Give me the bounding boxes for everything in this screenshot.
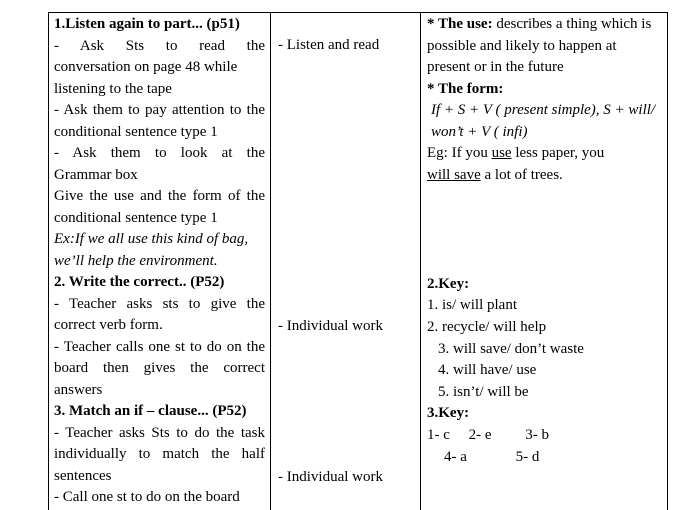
section-3-instruction-2: - Call one st to do on the board xyxy=(54,489,240,505)
example-end: a lot of trees. xyxy=(480,166,563,183)
use-label: * The use: xyxy=(427,16,493,32)
section-1-grammar-box: Grammar box xyxy=(54,166,138,183)
section-1-attention: - Ask them to pay attention to the conditional sentence type 1 xyxy=(54,102,265,140)
section-2-instruction-2: - Teacher calls one st to do on the board then gives the correct answers xyxy=(54,338,265,398)
table-left-border xyxy=(48,13,49,510)
section-2-instruction-1: - Teacher asks sts to give the correct verb form. xyxy=(54,295,265,333)
key-2-item: 3. will save/ don’t waste xyxy=(438,341,584,357)
column-divider-2 xyxy=(420,13,421,510)
section-2-title: 2. Write the correct.. (P52) xyxy=(54,274,225,290)
key-3-row-1: 1- c 2- e 3- b xyxy=(427,427,550,443)
example-line-1 xyxy=(427,143,663,165)
student-activity-individual-2: - Individual work xyxy=(278,469,383,485)
section-1-title: 1.Listen again to part... (p51) xyxy=(54,16,240,32)
table-top-border xyxy=(48,12,668,13)
form-text: If + S + V ( present simple), S + will/ won’t + V ( infi) xyxy=(431,102,656,140)
use-paragraph xyxy=(427,14,663,79)
key-2-item: 4. will have/ use xyxy=(438,362,537,378)
content-column xyxy=(427,14,663,186)
table-right-border xyxy=(667,13,668,510)
section-1-example: Ex:If we all use this kind of bag, we’ll help the environment. xyxy=(54,231,249,269)
section-1-give-use-form: Give the use and the form of the conditional sentence type 1 xyxy=(54,188,265,226)
example-line-2 xyxy=(427,165,663,187)
section-1-look-line: - Ask them to look at the xyxy=(54,145,265,161)
example-prefix: Eg: If you xyxy=(427,145,492,161)
section-3-title: 3. Match an if – clause... (P52) xyxy=(54,403,247,419)
key-2-item: 5. isn’t/ will be xyxy=(438,384,529,400)
section-3-instruction-1: - Teacher asks Sts to do the task individually to match the half sentences xyxy=(54,424,265,484)
example-middle: less paper, you xyxy=(511,145,605,161)
key-2-title: 2.Key: xyxy=(427,276,470,292)
student-activity-listen: - Listen and read xyxy=(278,37,380,53)
section-1-instruction-rest: conversation on page 48 while listening to the tape xyxy=(54,59,238,97)
key-2-item: 2. recycle/ will help xyxy=(427,319,547,335)
example-underlined-use: use xyxy=(491,145,512,161)
column-divider-1 xyxy=(270,13,271,510)
use-text: describes a thing which is possible and likely to happen at present or in the future xyxy=(427,16,652,75)
section-1-instruction-line1: - Ask Sts to read the xyxy=(54,37,265,54)
student-activity-individual-1: - Individual work xyxy=(278,318,383,334)
form-label: * The form: xyxy=(427,80,504,97)
key-2-item: 1. is/ will plant xyxy=(427,297,517,313)
teacher-activities-column xyxy=(54,14,265,509)
key-3-title: 3.Key: xyxy=(427,405,470,421)
key-3-row-2: 4- a 5- d xyxy=(444,449,540,465)
example-underlined-will-save: will save xyxy=(427,166,481,183)
